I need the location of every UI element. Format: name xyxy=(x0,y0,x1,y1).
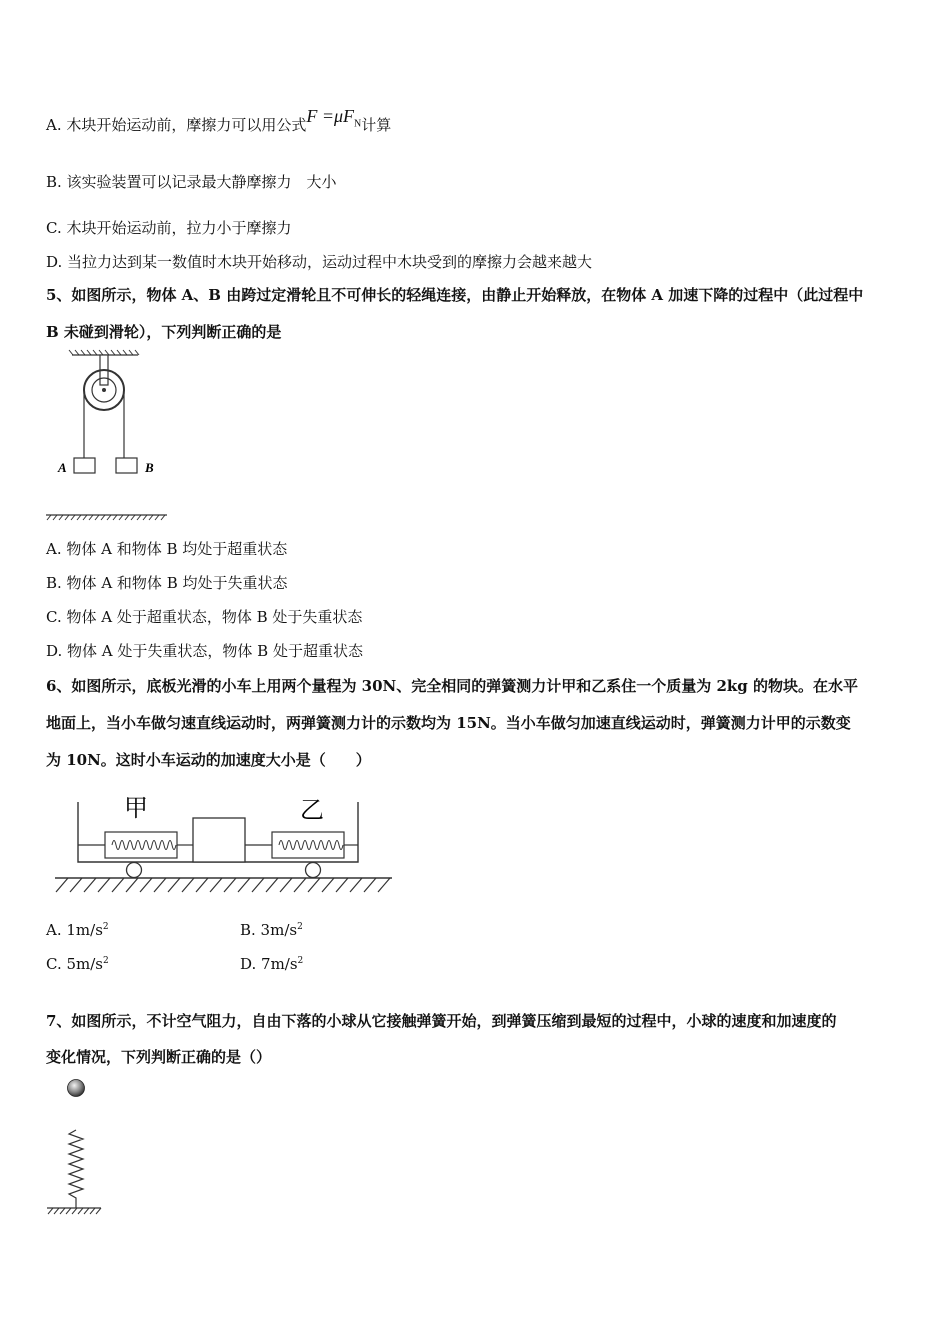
spring xyxy=(69,1130,83,1208)
ground-hatch xyxy=(46,515,167,520)
wheel-right xyxy=(306,863,321,878)
q7-stem-line1: 7、如图所示，不计空气阻力，自由下落的小球从它接触弹簧开始，到弹簧压缩到最短的过程中，小球的速度和加速度的 xyxy=(46,1012,837,1030)
q4-option-a-text: A. 木块开始运动前，摩擦力可以用公式 xyxy=(46,116,307,134)
label-a: A xyxy=(58,460,67,475)
q4-option-d: D. 当拉力达到某一数值时木块开始移动，运动过程中木块受到的摩擦力会越来越大 xyxy=(46,253,593,271)
q7-stem-line2: 变化情况，下列判断正确的是（） xyxy=(46,1048,272,1066)
block-2kg xyxy=(193,818,245,862)
q5-option-c: C. 物体 A 处于超重状态，物体 B 处于失重状态 xyxy=(46,608,363,626)
wheel-left xyxy=(127,863,142,878)
ceiling-hatch xyxy=(69,350,139,355)
q4-option-b: B. 该实验装置可以记录最大静摩擦力 大小 xyxy=(46,173,337,191)
q5-option-a: A. 物体 A 和物体 B 均处于超重状态 xyxy=(46,540,288,558)
ball-spring-figure xyxy=(45,1074,115,1219)
q4-option-a-suffix: 计算 xyxy=(361,116,392,134)
q6-option-d: D. $7m/s^2$ xyxy=(240,955,304,973)
q6-option-a: A. $1m/s^2$ xyxy=(46,921,109,939)
q6-option-b: B. $3m/s^2$ xyxy=(240,921,303,939)
q5-option-b: B. 物体 A 和物体 B 均处于失重状态 xyxy=(46,574,288,592)
q6-stem-line2: 地面上，当小车做匀速直线运动时，两弹簧测力计的示数均为 15N。当小车做匀加速直线运动时，弹簧测力计甲的示数变 xyxy=(46,714,851,732)
label-yi: 乙 xyxy=(300,796,324,824)
label-b: B xyxy=(145,460,154,475)
q4-option-c: C. 木块开始运动前，拉力小于摩擦力 xyxy=(46,219,292,237)
q5-stem-line1: 5、如图所示，物体 A、B 由跨过定滑轮且不可伸长的轻绳连接，由静止开始释放，在物体 A 加速下降的过程中（此过程中 xyxy=(46,286,864,304)
floor-hatch xyxy=(55,878,392,892)
label-jia: 甲 xyxy=(124,794,148,822)
block-b xyxy=(116,458,137,473)
q5-option-d: D. 物体 A 处于失重状态，物体 B 处于超重状态 xyxy=(46,642,363,660)
q6-stem-line1: 6、如图所示，底板光滑的小车上用两个量程为 30N、完全相同的弹簧测力计甲和乙系住一个质量为 2kg 的物块。在水平 xyxy=(46,677,859,695)
q5-stem-line2: B 未碰到滑轮），下列判断正确的是 xyxy=(46,323,282,341)
cart-figure xyxy=(50,788,395,898)
q4-option-a xyxy=(46,106,392,143)
q6-option-c: C. $5m/s^2$ xyxy=(46,955,109,973)
ball xyxy=(68,1080,85,1097)
spring-base-hatch xyxy=(47,1208,101,1214)
friction-formula: $F =\mu F_N$ xyxy=(306,106,362,130)
block-a xyxy=(74,458,95,473)
q6-stem-line3: 为 10N。这时小车运动的加速度大小是（ ） xyxy=(46,751,371,769)
pulley-figure xyxy=(45,345,175,525)
